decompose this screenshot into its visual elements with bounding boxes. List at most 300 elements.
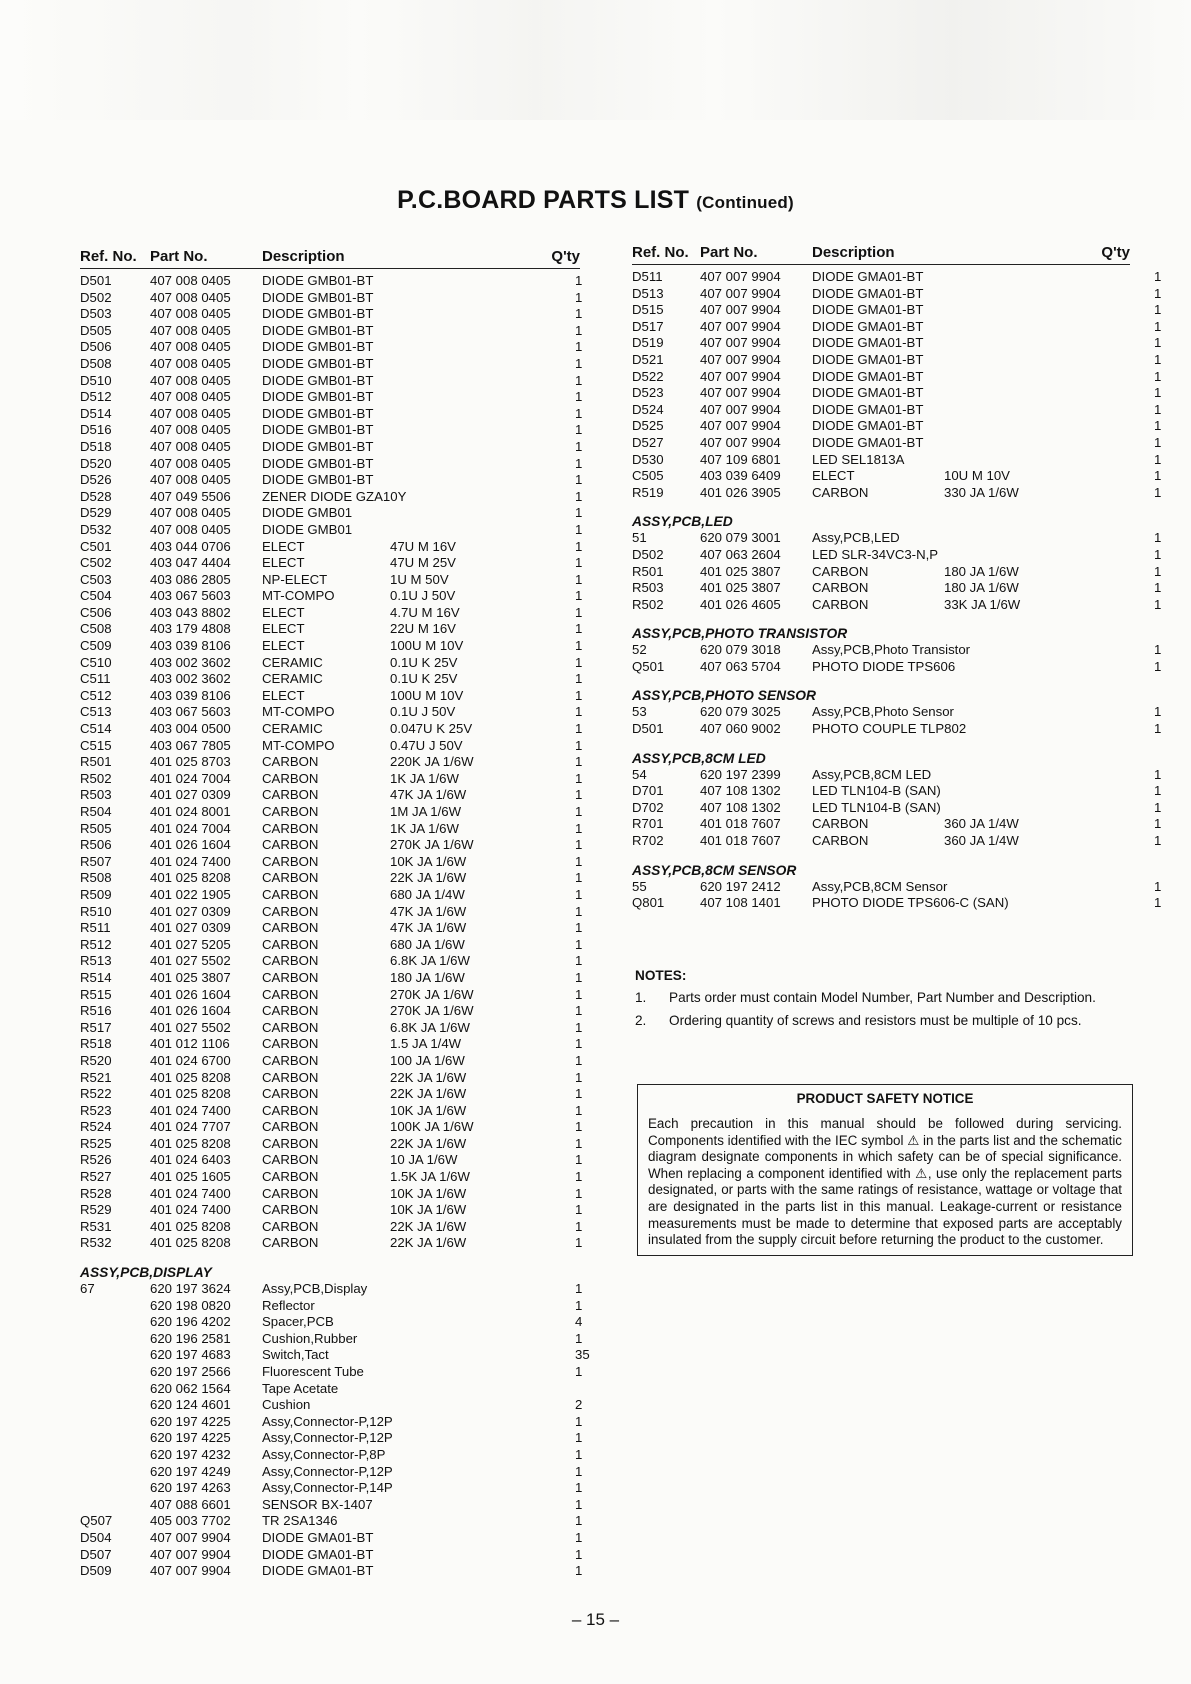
quantity-cell: 1: [575, 1513, 583, 1529]
rating-cell: [944, 659, 1154, 676]
rating-cell: 1K JA 1/6W: [390, 820, 459, 836]
description-cell: CARBON: [262, 853, 319, 869]
ref-cell: [80, 1298, 150, 1315]
parts-row: [80, 1529, 583, 1547]
parts-row: [80, 588, 583, 605]
rating-cell: [390, 1430, 575, 1447]
quantity-cell: 1: [575, 1102, 583, 1118]
description-cell: DIODE GMA01-BT: [262, 1546, 374, 1562]
quantity-cell: 1: [575, 306, 583, 322]
description-cell: CERAMIC: [262, 671, 323, 687]
ref-cell: R531: [80, 1218, 112, 1234]
parts-row: [80, 1330, 583, 1348]
quantity-cell: 1: [575, 422, 583, 438]
parts-row: [80, 505, 583, 522]
rating-cell: 6.8K JA 1/6W: [390, 953, 470, 969]
header-part-no: Part No.: [150, 248, 208, 265]
part-number-cell: 403 086 2805: [150, 571, 231, 587]
parts-row: [80, 953, 583, 970]
description-cell: DIODE GMA01-BT: [812, 318, 924, 334]
ref-cell: Q507: [80, 1513, 113, 1529]
rating-cell: [390, 1281, 575, 1298]
rating-cell: [944, 435, 1154, 452]
ref-cell: R526: [80, 1152, 112, 1168]
rating-cell: 180 JA 1/6W: [944, 580, 1019, 596]
ref-cell: R512: [80, 936, 112, 952]
parts-row: [632, 816, 1162, 833]
part-number-cell: 401 027 5502: [150, 1019, 231, 1035]
part-number-cell: 620 197 2566: [150, 1364, 231, 1379]
rating-cell: 680 JA 1/4W: [390, 886, 465, 902]
parts-row: [632, 351, 1162, 369]
ref-cell: [80, 1464, 150, 1481]
quantity-cell: [575, 1381, 580, 1398]
parts-row: [632, 318, 1162, 336]
part-number-cell: 407 008 0405: [150, 521, 231, 537]
ref-cell: C506: [80, 604, 112, 620]
parts-row: [80, 737, 583, 755]
quantity-cell: 1: [575, 1496, 583, 1512]
parts-row: [632, 546, 1162, 564]
ref-cell: R516: [80, 1003, 112, 1019]
parts-row: [80, 1513, 583, 1530]
quantity-cell: 1: [575, 638, 583, 654]
quantity-cell: 1: [1154, 878, 1162, 894]
description-cell: Assy,PCB,LED: [812, 530, 900, 546]
parts-row: [80, 1480, 583, 1497]
parts-row: [80, 1135, 583, 1153]
part-number-cell: 407 008 0405: [150, 273, 231, 288]
part-number-cell: 401 027 0309: [150, 787, 231, 803]
header-description: Description: [262, 248, 345, 265]
rating-cell: 0.047U K 25V: [390, 721, 473, 737]
part-number-cell: 403 039 8106: [150, 638, 231, 654]
quantity-cell: 1: [575, 621, 583, 637]
parts-row: [80, 1297, 583, 1315]
parts-row: [80, 870, 583, 887]
rating-cell: 10K JA 1/6W: [390, 1185, 467, 1201]
ref-cell: D518: [80, 438, 112, 454]
parts-row: [632, 642, 1162, 659]
ref-cell: D701: [632, 783, 664, 799]
rating-cell: [944, 767, 1154, 784]
parts-row: [80, 986, 583, 1004]
rating-cell: [390, 273, 575, 290]
description-cell: CARBON: [262, 787, 319, 803]
rating-cell: 100 JA 1/6W: [390, 1052, 465, 1068]
ref-cell: C508: [80, 621, 112, 637]
rating-cell: 270K JA 1/6W: [390, 986, 474, 1002]
rating-cell: [390, 290, 575, 307]
part-number-cell: 401 022 1905: [150, 886, 231, 902]
scan-artifact-band: [0, 0, 1191, 120]
part-number-cell: 401 025 8703: [150, 754, 231, 770]
rating-cell: [390, 406, 575, 423]
part-number-cell: 405 003 7702: [150, 1513, 231, 1529]
description-cell: DIODE GMA01-BT: [812, 418, 924, 434]
rating-cell: [390, 373, 575, 390]
quantity-cell: 1: [575, 289, 583, 305]
description-cell: LED TLN104-B (SAN): [812, 799, 941, 815]
description-cell: Assy,Connector-P,12P: [262, 1430, 393, 1446]
quantity-cell: 1: [1154, 596, 1162, 612]
ref-cell: R501: [80, 754, 112, 770]
description-cell: LED SLR-34VC3-N,P: [812, 546, 939, 562]
rating-cell: 1K JA 1/6W: [390, 770, 459, 786]
rating-cell: [944, 895, 1154, 912]
quantity-cell: 1: [575, 1563, 583, 1579]
part-number-cell: 403 047 4404: [150, 555, 231, 571]
note-item: [635, 1012, 1135, 1029]
parts-row: [80, 1069, 583, 1087]
section-title: ASSY,PCB,DISPLAY: [80, 1265, 212, 1281]
rating-cell: [390, 306, 575, 323]
quantity-cell: 1: [1154, 385, 1162, 401]
ref-cell: R509: [80, 886, 112, 902]
description-cell: ELECT: [262, 555, 305, 571]
ref-cell: R505: [80, 820, 112, 836]
description-cell: CARBON: [262, 969, 319, 985]
quantity-cell: 1: [575, 920, 583, 936]
parts-row: [80, 920, 583, 937]
description-cell: CERAMIC: [262, 654, 323, 670]
part-number-cell: 401 025 8208: [150, 870, 231, 886]
quantity-cell: 1: [1154, 530, 1162, 546]
ref-cell: 54: [632, 766, 647, 782]
part-number-cell: 407 007 9904: [700, 385, 781, 401]
right-parts-column: [632, 244, 1162, 912]
description-cell: DIODE GMB01: [262, 521, 353, 537]
rating-cell: 100U M 10V: [390, 687, 464, 703]
description-cell: Assy,PCB,8CM LED: [812, 766, 932, 782]
part-number-cell: 407 008 0405: [150, 472, 231, 488]
quantity-cell: 1: [575, 339, 583, 355]
ref-cell: D504: [80, 1529, 112, 1545]
rating-cell: 47U M 16V: [390, 538, 456, 554]
ref-cell: D505: [80, 322, 112, 338]
rating-cell: [390, 439, 575, 456]
part-number-cell: 401 026 3905: [700, 484, 781, 500]
quantity-cell: 1: [575, 721, 583, 737]
part-number-cell: 401 026 1604: [150, 986, 231, 1002]
part-number-cell: 407 049 5506: [150, 488, 231, 504]
right-sections: [632, 513, 1162, 912]
parts-row: [632, 799, 1162, 817]
rating-cell: 22U M 16V: [390, 621, 456, 637]
part-number-cell: 403 043 8802: [150, 604, 231, 620]
parts-row: [80, 1463, 583, 1481]
ref-cell: C504: [80, 588, 112, 604]
quantity-cell: 1: [575, 1169, 583, 1185]
ref-cell: D501: [80, 273, 112, 288]
description-cell: Assy,Connector-P,12P: [262, 1413, 393, 1429]
parts-row: [80, 422, 583, 439]
rating-cell: [390, 422, 575, 439]
parts-row: [80, 704, 583, 721]
quantity-cell: 1: [1154, 816, 1162, 832]
description-cell: CARBON: [812, 833, 869, 849]
rating-cell: [944, 286, 1154, 303]
description-cell: CARBON: [262, 1169, 319, 1185]
parts-row: [632, 563, 1162, 581]
description-cell: DIODE GMB01-BT: [262, 355, 374, 371]
part-number-cell: 620 197 3624: [150, 1281, 231, 1297]
quantity-cell: 1: [575, 969, 583, 985]
parts-row: [632, 596, 1162, 614]
part-number-cell: 407 007 9904: [150, 1546, 231, 1562]
part-number-cell: 620 124 4601: [150, 1397, 231, 1413]
rating-cell: [390, 389, 575, 406]
description-cell: DIODE GMB01-BT: [262, 322, 374, 338]
part-number-cell: 620 198 0820: [150, 1297, 231, 1313]
rating-cell: [944, 642, 1154, 659]
description-cell: Cushion: [262, 1397, 311, 1413]
description-cell: Assy,PCB,8CM Sensor: [812, 878, 948, 894]
parts-row: [80, 1185, 583, 1203]
rating-cell: [944, 369, 1154, 386]
quantity-cell: 1: [1154, 318, 1162, 334]
parts-row: [80, 1397, 583, 1414]
description-cell: DIODE GMB01-BT: [262, 289, 374, 305]
part-number-cell: 403 067 7805: [150, 737, 231, 753]
description-cell: DIODE GMA01-BT: [812, 269, 924, 284]
part-number-cell: 407 109 6801: [700, 451, 781, 467]
description-cell: CARBON: [812, 484, 869, 500]
title-subtitle: (Continued): [696, 193, 794, 212]
ref-cell: R515: [80, 986, 112, 1002]
rating-cell: [944, 302, 1154, 319]
description-cell: NP-ELECT: [262, 571, 328, 587]
rating-cell: 270K JA 1/6W: [390, 1003, 474, 1019]
description-cell: CARBON: [262, 820, 319, 836]
rating-cell: [944, 418, 1154, 435]
description-cell: DIODE GMB01-BT: [262, 438, 374, 454]
rating-cell: 47K JA 1/6W: [390, 903, 467, 919]
parts-row: [80, 322, 583, 340]
quantity-cell: 1: [575, 389, 583, 405]
quantity-cell: 1: [575, 1019, 583, 1035]
description-cell: CARBON: [262, 1052, 319, 1068]
ref-cell: 52: [632, 642, 647, 658]
ref-cell: R513: [80, 953, 112, 969]
quantity-cell: 1: [575, 405, 583, 421]
description-cell: Assy,PCB,Photo Sensor: [812, 704, 954, 720]
parts-row: [80, 721, 583, 738]
quantity-cell: 1: [575, 1036, 583, 1052]
quantity-cell: 1: [575, 770, 583, 786]
quantity-cell: 1: [575, 1052, 583, 1068]
page-number: – 15 –: [571, 1610, 620, 1629]
part-number-cell: 401 024 7004: [150, 820, 231, 836]
ref-cell: D506: [80, 339, 112, 355]
part-number-cell: 407 008 0405: [150, 405, 231, 421]
part-number-cell: 403 039 6409: [700, 468, 781, 484]
ref-cell: R525: [80, 1135, 112, 1151]
quantity-cell: 1: [1154, 451, 1162, 467]
part-number-cell: 407 007 9904: [700, 335, 781, 351]
description-cell: DIODE GMB01-BT: [262, 405, 374, 421]
description-cell: PHOTO DIODE TPS606-C (SAN): [812, 895, 1009, 911]
quantity-cell: 1: [575, 1330, 583, 1346]
rating-cell: 22K JA 1/6W: [390, 1218, 467, 1234]
note-number: 1.: [635, 990, 647, 1005]
rating-cell: 360 JA 1/4W: [944, 833, 1019, 849]
rating-cell: 1U M 50V: [390, 571, 449, 587]
ref-cell: D512: [80, 389, 112, 405]
description-cell: CARBON: [262, 1119, 319, 1135]
parts-row: [80, 1430, 583, 1447]
page-title: [0, 186, 1191, 215]
rating-cell: 1.5K JA 1/6W: [390, 1169, 470, 1185]
ref-cell: 53: [632, 704, 647, 720]
quantity-cell: 1: [1154, 468, 1162, 484]
parts-row: [632, 468, 1162, 485]
quantity-cell: 1: [575, 704, 583, 720]
ref-cell: D523: [632, 385, 664, 401]
rating-cell: [390, 1414, 575, 1431]
rating-cell: 10K JA 1/6W: [390, 853, 467, 869]
ref-cell: D702: [632, 799, 664, 815]
part-number-cell: 407 008 0405: [150, 422, 231, 438]
description-cell: CARBON: [262, 953, 319, 969]
part-number-cell: 620 197 2412: [700, 878, 781, 894]
quantity-cell: 4: [575, 1314, 583, 1330]
description-cell: CARBON: [262, 886, 319, 902]
ref-cell: 55: [632, 878, 647, 894]
part-number-cell: 620 079 3001: [700, 530, 781, 546]
description-cell: Assy,Connector-P,12P: [262, 1463, 393, 1479]
rating-cell: 10K JA 1/6W: [390, 1102, 467, 1118]
parts-row: [80, 1102, 583, 1120]
ref-cell: R502: [632, 596, 664, 612]
quantity-cell: 1: [575, 472, 583, 488]
notes-block: [635, 968, 1135, 1035]
parts-row: [80, 538, 583, 556]
parts-row: [80, 936, 583, 954]
part-number-cell: 407 008 0405: [150, 322, 231, 338]
part-number-cell: 407 088 6601: [150, 1496, 231, 1512]
rating-cell: [390, 1381, 575, 1398]
description-cell: DIODE GMA01-BT: [812, 401, 924, 417]
rating-cell: 1M JA 1/6W: [390, 804, 462, 819]
parts-row: [632, 766, 1162, 784]
parts-row: [80, 837, 583, 854]
parts-row: [632, 721, 1162, 738]
part-number-cell: 401 024 7004: [150, 770, 231, 786]
part-number-cell: 401 025 3807: [700, 580, 781, 596]
quantity-cell: 1: [1154, 895, 1162, 911]
quantity-cell: 1: [575, 1235, 583, 1251]
rating-cell: 100K JA 1/6W: [390, 1119, 474, 1135]
rating-cell: [944, 385, 1154, 402]
part-number-cell: 407 007 9904: [700, 351, 781, 367]
rating-cell: 0.1U K 25V: [390, 654, 458, 670]
ref-cell: D515: [632, 302, 664, 318]
part-number-cell: 620 197 4263: [150, 1480, 231, 1496]
description-cell: DIODE GMA01-BT: [262, 1529, 374, 1545]
ref-cell: D507: [80, 1546, 112, 1562]
rating-cell: 680 JA 1/6W: [390, 936, 465, 952]
ref-cell: R529: [80, 1202, 112, 1218]
quantity-cell: 1: [575, 853, 583, 869]
ref-cell: C503: [80, 571, 112, 587]
part-number-cell: 407 007 9904: [700, 418, 781, 434]
part-number-cell: 401 024 6700: [150, 1052, 231, 1068]
ref-cell: [80, 1480, 150, 1497]
rating-cell: 22K JA 1/6W: [390, 1235, 467, 1251]
ref-cell: D501: [632, 721, 664, 737]
rating-cell: 10 JA 1/6W: [390, 1152, 458, 1168]
ref-cell: D511: [632, 269, 663, 284]
ref-cell: R503: [80, 787, 112, 803]
ref-cell: D503: [80, 306, 112, 322]
rating-cell: [390, 1331, 575, 1348]
rating-cell: 330 JA 1/6W: [944, 484, 1019, 500]
parts-row: [80, 1446, 583, 1464]
quantity-cell: 1: [575, 455, 583, 471]
parts-row: [80, 820, 583, 838]
parts-row: [632, 783, 1162, 800]
part-number-cell: 401 026 1604: [150, 837, 231, 853]
part-number-cell: 407 008 0405: [150, 505, 231, 521]
ref-cell: C505: [632, 468, 664, 484]
description-cell: CARBON: [262, 1003, 319, 1019]
part-number-cell: 407 008 0405: [150, 438, 231, 454]
ref-cell: D521: [632, 351, 664, 367]
quantity-cell: 1: [575, 1218, 583, 1234]
description-cell: DIODE GMA01-BT: [812, 368, 924, 384]
quantity-cell: 1: [575, 654, 583, 670]
ref-cell: R514: [80, 969, 112, 985]
quantity-cell: 1: [1154, 335, 1162, 351]
description-cell: CARBON: [262, 1069, 319, 1085]
ref-cell: C509: [80, 638, 112, 654]
description-cell: ZENER DIODE GZA10Y: [262, 488, 407, 504]
part-number-cell: 403 067 5603: [150, 588, 231, 604]
parts-row: [80, 1036, 583, 1053]
quantity-cell: 1: [575, 737, 583, 753]
ref-cell: C514: [80, 721, 112, 737]
parts-row: [80, 1413, 583, 1431]
ref-cell: R702: [632, 833, 664, 849]
description-cell: Assy,PCB,Display: [262, 1281, 368, 1297]
rating-cell: 22K JA 1/6W: [390, 1069, 467, 1085]
description-cell: Cushion,Rubber: [262, 1330, 358, 1346]
quantity-cell: 1: [1154, 766, 1162, 782]
rating-cell: 360 JA 1/4W: [944, 816, 1019, 832]
description-cell: PHOTO COUPLE TLP802: [812, 721, 967, 737]
parts-row: [80, 1218, 583, 1236]
rating-cell: 6.8K JA 1/6W: [390, 1019, 470, 1035]
ref-cell: R523: [80, 1102, 112, 1118]
parts-row: [80, 1563, 583, 1580]
ref-cell: C501: [80, 538, 112, 554]
rating-cell: [944, 783, 1154, 800]
description-cell: DIODE GMA01-BT: [812, 285, 924, 301]
part-number-cell: 401 024 7707: [150, 1119, 231, 1135]
part-number-cell: 401 027 0309: [150, 903, 231, 919]
quantity-cell: 1: [575, 1463, 583, 1479]
quantity-cell: 1: [1154, 721, 1162, 737]
parts-row: [632, 368, 1162, 386]
title-text: P.C.BOARD PARTS LIST: [397, 186, 690, 214]
quantity-cell: 1: [575, 505, 583, 521]
quantity-cell: 1: [1154, 418, 1162, 434]
rating-cell: [390, 456, 575, 473]
parts-row: [80, 1086, 583, 1103]
note-item: [635, 989, 1135, 1006]
rating-cell: [390, 522, 575, 539]
